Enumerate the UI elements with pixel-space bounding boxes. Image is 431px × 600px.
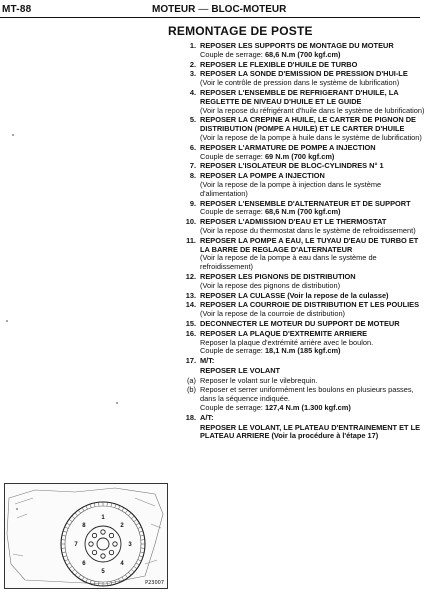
procedure-step bbox=[178, 386, 426, 412]
gear-tooth bbox=[65, 559, 69, 561]
scan-speck bbox=[6, 320, 8, 322]
step-note: Reposer la plaque d'extrémité arrière avec le boulon. bbox=[200, 337, 374, 347]
procedure-list bbox=[178, 42, 426, 442]
step-number: 10. bbox=[185, 217, 196, 227]
gear-tooth bbox=[134, 519, 137, 521]
step-note: (Voir la repose de la pompe à eau dans le système de refroidissement) bbox=[200, 253, 377, 272]
gear-tooth bbox=[128, 572, 131, 575]
step-title: REPOSER LES SUPPORTS DE MONTAGE DU MOTEUR bbox=[200, 41, 394, 50]
gear-tooth bbox=[62, 552, 66, 553]
procedure-step bbox=[178, 200, 426, 218]
procedure-step bbox=[178, 330, 426, 356]
flywheel-bolt bbox=[101, 530, 105, 534]
figure-code: P23007 bbox=[145, 580, 164, 586]
procedure-step bbox=[178, 116, 426, 142]
procedure-step bbox=[178, 377, 426, 386]
gear-tooth bbox=[122, 577, 124, 580]
step-number: 11. bbox=[186, 235, 196, 245]
step-number: 14. bbox=[185, 300, 196, 310]
gear-tooth bbox=[78, 575, 80, 578]
gear-tooth bbox=[138, 527, 142, 529]
gear-tooth bbox=[75, 572, 78, 575]
header-rule bbox=[0, 17, 420, 18]
scan-speck bbox=[116, 402, 118, 404]
bolt-sequence-label: 1 bbox=[101, 515, 105, 521]
torque-label: Couple de serrage: bbox=[200, 151, 263, 161]
gear-tooth bbox=[75, 513, 78, 516]
gear-tooth bbox=[65, 527, 69, 529]
step-number: (b) bbox=[186, 385, 196, 395]
step-title: REPOSER LA PLAQUE D'EXTREMITE ARRIERE bbox=[200, 328, 368, 338]
step-note: (Voir la repose de la pompe à huile dans le système de lubrification) bbox=[200, 132, 422, 142]
gear-tooth bbox=[69, 566, 72, 568]
torque-label: Couple de serrage: bbox=[200, 346, 263, 356]
step-number: 17. bbox=[185, 356, 196, 366]
gear-tooth bbox=[122, 508, 124, 511]
procedure-step bbox=[178, 172, 426, 198]
gear-tooth bbox=[67, 523, 70, 525]
step-note: (Voir la repose du réfrigérant d'huile dans le système de lubrification) bbox=[200, 105, 425, 115]
section-name: MOTEUR bbox=[152, 4, 196, 15]
procedure-step bbox=[178, 61, 426, 70]
gear-tooth bbox=[82, 508, 84, 511]
step-title: REPOSER LA CULASSE (Voir la repose de la culasse) bbox=[200, 290, 389, 300]
step-number: 2. bbox=[189, 59, 196, 69]
gear-tooth bbox=[111, 581, 112, 585]
page-heading: REMONTAGE DE POSTE bbox=[168, 24, 313, 38]
torque-spec bbox=[200, 153, 426, 162]
step-number: 5. bbox=[189, 115, 196, 125]
procedure-step bbox=[178, 414, 426, 423]
gear-tooth bbox=[138, 559, 142, 561]
step-note: (Voir le contrôle de pression dans le système de lubrification) bbox=[200, 78, 400, 88]
bolt-sequence-label: 7 bbox=[74, 542, 78, 548]
step-number: 7. bbox=[189, 161, 196, 171]
step-number: 3. bbox=[189, 69, 196, 79]
step-title: REPOSER LES PIGNONS DE DISTRIBUTION bbox=[200, 271, 356, 281]
torque-spec bbox=[200, 208, 426, 217]
bolt-sequence-label: 4 bbox=[120, 561, 124, 568]
procedure-step bbox=[178, 70, 426, 88]
flywheel-bolt bbox=[92, 533, 96, 537]
procedure-step bbox=[178, 89, 426, 115]
step-title: A/T: bbox=[200, 412, 214, 422]
procedure-step bbox=[178, 320, 426, 329]
gear-tooth bbox=[67, 563, 70, 565]
step-number: 18. bbox=[185, 412, 196, 422]
flywheel-bolt bbox=[109, 533, 113, 537]
step-title: REPOSER LA POMPE A EAU, LE TUYAU D'EAU DE TURBO ET LA BARRE DE REGLAGE D'ALTERNATEUR bbox=[200, 235, 419, 254]
gear-tooth bbox=[63, 556, 67, 557]
gear-tooth bbox=[128, 513, 131, 516]
flywheel-illustration bbox=[5, 484, 167, 588]
procedure-step bbox=[178, 218, 426, 236]
gear-tooth bbox=[134, 566, 137, 568]
gear-tooth bbox=[82, 577, 84, 580]
step-note: (Voir la repose de la pompe à injection dans le système d'alimentation) bbox=[200, 179, 382, 198]
gear-tooth bbox=[136, 523, 139, 525]
step-number: 16. bbox=[185, 328, 196, 338]
flywheel-bolt bbox=[89, 542, 93, 546]
step-number: 1. bbox=[189, 41, 196, 50]
gear-tooth bbox=[125, 575, 127, 578]
gear-tooth bbox=[62, 535, 66, 536]
step-number: (a) bbox=[186, 375, 196, 385]
torque-label: Couple de serrage: bbox=[200, 207, 263, 217]
torque-label: Couple de serrage: bbox=[200, 49, 263, 59]
torque-spec bbox=[200, 347, 426, 356]
torque-value: 68,6 N.m (700 kgf.cm) bbox=[264, 49, 341, 59]
step-title: REPOSER L'ENSEMBLE D'ALTERNATEUR ET DE SUPPORT bbox=[200, 198, 411, 208]
step-title: REPOSER L'ADMISSION D'EAU ET LE THERMOSTAT bbox=[200, 217, 387, 227]
procedure-step bbox=[178, 144, 426, 162]
gear-tooth bbox=[125, 510, 127, 513]
section-title bbox=[152, 4, 286, 15]
bolt-sequence-label: 2 bbox=[120, 522, 124, 529]
gear-tooth bbox=[94, 503, 95, 507]
step-title: REPOSER LA POMPE A INJECTION bbox=[200, 171, 325, 181]
gear-tooth bbox=[90, 504, 91, 508]
step-note: (Voir la repose de la courroie de distribution) bbox=[200, 309, 346, 319]
bolt-sequence-label: 8 bbox=[82, 522, 86, 529]
step-number: 6. bbox=[189, 142, 196, 152]
bolt-sequence-label: 5 bbox=[101, 569, 105, 575]
step-title: REPOSER L'ARMATURE DE POMPE A INJECTION bbox=[200, 142, 376, 152]
scan-speck bbox=[12, 134, 14, 136]
torque-spec bbox=[200, 404, 426, 413]
flywheel-bolt bbox=[109, 550, 113, 554]
torque-value: 127,4 N.m (1.300 kgf.cm) bbox=[264, 403, 351, 413]
step-title: REPOSER L'ISOLATEUR DE BLOC-CYLINDRES N° 1 bbox=[200, 161, 384, 171]
step-note: Reposer et serrer uniformément les boulons en plusieurs passes, dans la séquence indiquée. bbox=[200, 385, 414, 404]
gear-tooth bbox=[115, 504, 116, 508]
gear-tooth bbox=[131, 569, 134, 572]
gear-tooth bbox=[111, 503, 112, 507]
bolt-sequence-label: 3 bbox=[128, 542, 132, 548]
gear-tooth bbox=[86, 506, 88, 510]
flywheel-bolt bbox=[101, 554, 105, 558]
torque-value: 68,6 N.m (700 kgf.cm) bbox=[264, 207, 341, 217]
gear-tooth bbox=[140, 552, 144, 553]
gear-tooth bbox=[118, 506, 120, 510]
procedure-step bbox=[178, 237, 426, 272]
step-number: 12. bbox=[185, 271, 196, 281]
flywheel-bolt bbox=[92, 550, 96, 554]
step-title: M/T: bbox=[200, 356, 215, 366]
procedure-step bbox=[178, 273, 426, 291]
bolt-sequence-label: 6 bbox=[82, 561, 86, 568]
step-title: REPOSER LA SONDE D'EMISSION DE PRESSION D'HUI-LE bbox=[200, 69, 408, 79]
step-note: (Voir la repose des pignons de distribution) bbox=[200, 280, 341, 290]
page-number: MT-88 bbox=[2, 4, 32, 15]
flywheel-figure bbox=[4, 483, 168, 589]
gear-tooth bbox=[63, 531, 67, 532]
gear-tooth bbox=[131, 516, 134, 519]
gear-tooth bbox=[139, 556, 143, 557]
section-dash: — bbox=[198, 4, 209, 15]
procedure-step bbox=[178, 424, 426, 442]
step-title: REPOSER LE VOLANT, LE PLATEAU D'ENTRAINEMENT ET LE PLATEAU ARRIERE (Voir la procédure à l'étape 17) bbox=[200, 422, 421, 441]
procedure-step bbox=[178, 301, 426, 319]
step-number: 13. bbox=[185, 290, 196, 300]
torque-value: 69 N.m (700 kgf.cm) bbox=[264, 151, 335, 161]
gear-tooth bbox=[72, 569, 75, 572]
subsection-name: BLOC-MOTEUR bbox=[211, 4, 287, 15]
torque-label: Couple de serrage: bbox=[200, 403, 263, 413]
gear-tooth bbox=[94, 581, 95, 585]
torque-value: 18,1 N.m (185 kgf.cm) bbox=[264, 346, 341, 356]
procedure-step bbox=[178, 162, 426, 171]
step-title: REPOSER LE FLEXIBLE D'HUILE DE TURBO bbox=[200, 59, 358, 69]
step-title: REPOSER LA CREPINE A HUILE, LE CARTER DE PIGNON DE DISTRIBUTION (POMPE A HUILE) ET LE CARTER D'HUILE bbox=[200, 115, 416, 134]
procedure-step bbox=[178, 292, 426, 301]
procedure-step bbox=[178, 367, 426, 376]
procedure-step bbox=[178, 42, 426, 60]
step-title: DECONNECTER LE MOTEUR DU SUPPORT DE MOTEUR bbox=[200, 318, 400, 328]
step-note: (Voir la repose du thermostat dans le système de refroidissement) bbox=[200, 225, 416, 235]
gear-tooth bbox=[136, 563, 139, 565]
step-title: REPOSER LA COURROIE DE DISTRIBUTION ET LES POULIES bbox=[200, 300, 420, 310]
step-number: 9. bbox=[189, 198, 196, 208]
gear-tooth bbox=[69, 519, 72, 521]
step-number: 15. bbox=[185, 318, 196, 328]
procedure-step bbox=[178, 357, 426, 366]
flywheel-bolt bbox=[113, 542, 117, 546]
step-title: REPOSER LE VOLANT bbox=[200, 365, 281, 375]
scan-speck bbox=[16, 508, 18, 510]
gear-tooth bbox=[78, 510, 80, 513]
gear-tooth bbox=[140, 535, 144, 536]
step-number: 8. bbox=[189, 171, 196, 181]
step-number: 4. bbox=[189, 87, 196, 97]
gear-tooth bbox=[118, 579, 120, 583]
gear-tooth bbox=[86, 579, 88, 583]
torque-spec bbox=[200, 51, 426, 60]
gear-tooth bbox=[139, 531, 143, 532]
step-title: REPOSER L'ENSEMBLE DE REFRIGERANT D'HUILE, LA REGLETTE DE NIVEAU D'HUILE ET LE GUIDE bbox=[200, 87, 399, 106]
gear-tooth bbox=[72, 516, 75, 519]
step-note: Reposer le volant sur le vilebrequin. bbox=[200, 375, 318, 385]
